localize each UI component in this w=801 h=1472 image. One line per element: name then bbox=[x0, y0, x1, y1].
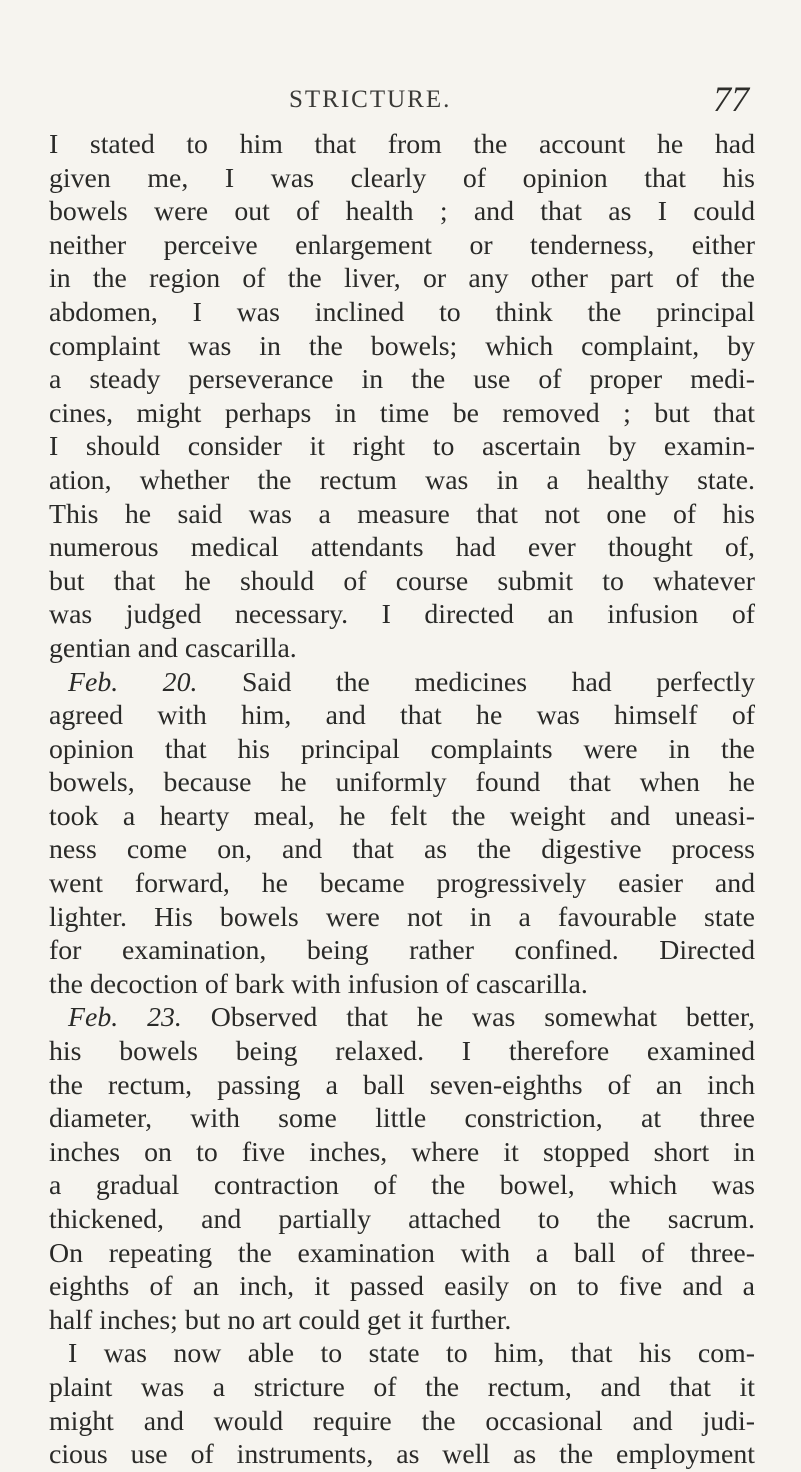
text-line: ness come on, and that as the digestive process bbox=[49, 834, 755, 866]
text-line: his bowels being relaxed. I therefore examined bbox=[49, 1036, 755, 1068]
text-line: lighter. His bowels were not in a favourable state bbox=[49, 901, 755, 933]
text-line: I stated to him that from the account he had bbox=[49, 129, 755, 160]
text-line: half inches; but no art could get it further. bbox=[49, 1304, 512, 1336]
text-line: numerous medical attendants had ever thought of, bbox=[49, 532, 755, 564]
text-line: bowels were out of health ; and that as I could bbox=[49, 196, 755, 228]
text-line: went forward, he became progressively easier and bbox=[49, 868, 755, 900]
text-line: On repeating the examination with a ball of three- bbox=[49, 1237, 755, 1269]
text-line: given me, I was clearly of opinion that his bbox=[49, 162, 755, 194]
running-head bbox=[49, 78, 749, 118]
text-line: was judged necessary. I directed an infusion of bbox=[49, 599, 755, 631]
text-line: plaint was a stricture of the rectum, and that it bbox=[49, 1371, 755, 1403]
text-line: This he said was a measure that not one of his bbox=[49, 498, 755, 530]
running-title: STRICTURE. bbox=[289, 86, 452, 113]
body-text bbox=[49, 128, 755, 1472]
text-line: the rectum, passing a ball seven-eighths of an inch bbox=[49, 1069, 755, 1101]
text-line: opinion that his principal complaints were in the bbox=[49, 733, 755, 765]
text-line: complaint was in the bowels; which complaint, by bbox=[49, 330, 755, 362]
text-line: ation, whether the rectum was in a healthy state. bbox=[49, 464, 755, 496]
text-line: cious use of instruments, as well as the employment bbox=[49, 1439, 755, 1471]
text-line: a gradual contraction of the bowel, which was bbox=[49, 1170, 755, 1202]
text-line: gentian and cascarilla. bbox=[49, 632, 297, 664]
text-line: I was now able to state to him, that his com- bbox=[68, 1338, 755, 1370]
entry-date: Feb. 23. bbox=[68, 1002, 182, 1034]
text-line: in the region of the liver, or any other part of the bbox=[49, 263, 755, 295]
page-number: 77 bbox=[713, 79, 749, 119]
entry-date: Feb. 20. bbox=[68, 666, 198, 698]
text-line: the decoction of bark with infusion of cascarilla. bbox=[49, 968, 588, 1000]
text-line: bowels, because he uniformly found that when he bbox=[49, 767, 755, 799]
text-line: a steady perseverance in the use of proper medi- bbox=[49, 364, 755, 396]
entry-text: Said the medicines had perfectly bbox=[197, 666, 755, 698]
text-line: agreed with him, and that he was himself of bbox=[49, 700, 755, 732]
text-line: neither perceive enlargement or tenderness, either bbox=[49, 229, 755, 261]
text-line: might and would require the occasional and judi- bbox=[49, 1405, 755, 1437]
text-line: for examination, being rather confined. Directed bbox=[49, 935, 755, 967]
text-line: thickened, and partially attached to the sacrum. bbox=[49, 1204, 755, 1235]
text-line: eighths of an inch, it passed easily on to five and a bbox=[49, 1271, 755, 1303]
entry-text: Observed that he was somewhat better, bbox=[181, 1002, 755, 1034]
text-line: cines, might perhaps in time be removed ; but that bbox=[49, 397, 755, 429]
text-line bbox=[49, 666, 755, 700]
text-line: I should consider it right to ascertain by examin- bbox=[49, 431, 755, 463]
text-line: abdomen, I was inclined to think the principal bbox=[49, 296, 755, 328]
text-line: but that he should of course submit to whatever bbox=[49, 565, 755, 597]
text-line bbox=[49, 1001, 755, 1035]
text-line: took a hearty meal, he felt the weight and uneasi- bbox=[49, 800, 755, 832]
text-line: diameter, with some little constriction, at three bbox=[49, 1103, 755, 1135]
text-line: inches on to five inches, where it stopped short in bbox=[49, 1136, 755, 1168]
